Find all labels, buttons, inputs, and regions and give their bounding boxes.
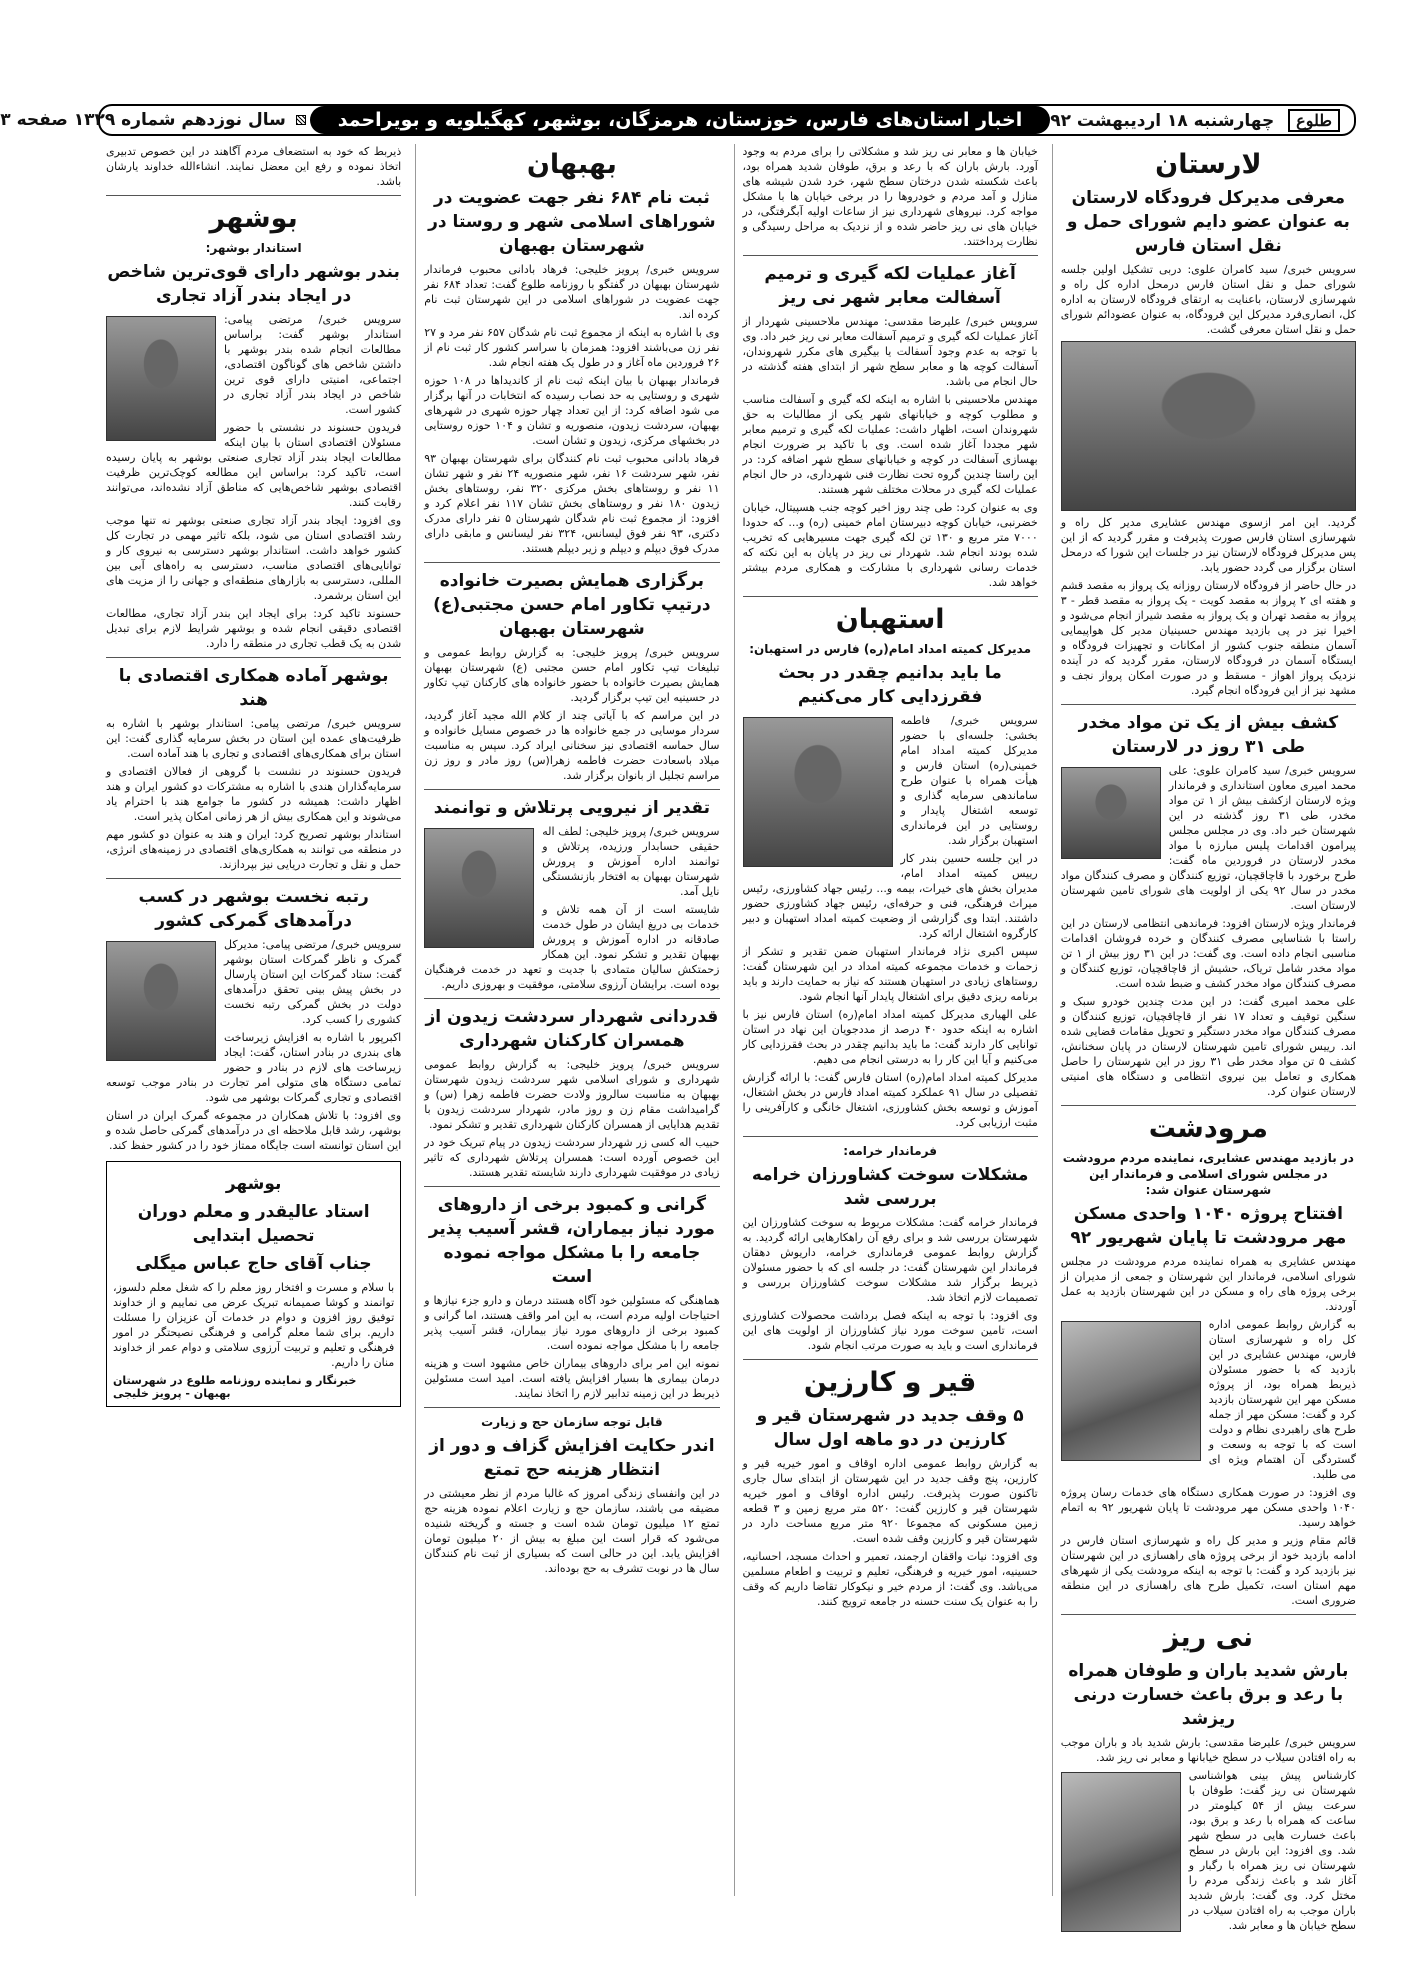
article-paragraph: هماهنگی که مسئولین خود آگاه هستند درمان و دارو جزء نیازها و احتیاجات اولیه مردم است، به این امر واقف هستند، اما گرانی و کمبود برخی از داروهای مورد نیاز بیماران، قشر آسیب پذیر جامعه را با مشکل مواجه نموده است. (424, 1294, 720, 1352)
tribute-signature: خبرنگار و نماینده روزنامه طلوع در شهرستان بهبهان - پرویز خلیجی (113, 1374, 357, 1400)
column-2 (734, 144, 1038, 1896)
article-paragraph: قائم مقام وزیر و مدیر کل راه و شهرسازی استان فارس در ادامه بازدید خود از برخی پروژه های راهسازی در این شهرستان نیز بازدید کرد و گفت: با توجه به اینکه مرودشت یکی از شهرهای مهم استان است، تکمیل طرح های راهسازی در این منطقه ضروری است. (1060, 1534, 1356, 1607)
kicker-kharameh: فرماندار خرامه: (843, 1144, 937, 1158)
article-paragraph: در این وانفسای زندگی امروز که غالبا مردم از نظر معیشتی در مضیقه می باشند، سازمان حج و زیارت اعلام نموده هزینه حج تمتع ۱۲ میلیون تومان شده است و جسته و گریخته شنیده می‌شود که قرار است این مبلغ به بیش از ۲۰ میلیون تومان افزایش یابد. این در حالی است که بسیاری از ثبت نام کنندگان سال ها در نوبت تشرف به حج بوده‌اند. (424, 1487, 720, 1575)
article-paragraph: سرویس خبری/ سید کامران علوی: علی محمد امیری معاون استانداری و فرماندار ویژه لارستان ازکشف بیش از ۱ تن مواد مخدر، طی ۳۱ روز گذشته در این شهرستان خبر داد. وی در مجلس مجلس پیرامون اقدامات پلیس مبارزه با مواد مخدر لارستان در فروردین ماه گفت: طرح برخورد با قاچاقچیان، توزیع کنندگان و مصرف کنندگان مواد مخدر در سال ۹۲ یکی از اولویت های شورای تامین شهرستان لارستان است. (1060, 764, 1357, 912)
article-paragraph: در حال حاضر از فرودگاه لارستان روزانه یک پرواز به مقصد قشم و هفته ای ۲ پرواز به مقصد کویت - یک پرواز به مقصد قطر - ۳ پرواز به مقصد تهران و یک پرواز به مقصد شیراز انجام می‌شود و اخیرا نیز در پی بازدید مهندس حسینیان مدیر کل هواپیمایی آسمان منطقه جنوب کشور از امکانات و تجهیزات فرودگاه و ایستگاه آسمان در فرودگاه لارستان، مقرر گردید که در آینده نزدیک پرواز اهواز - مسقط و در صورت امکان پرواز نجف و مشهد نیز از این فرودگاه انجام گیرد. (1060, 579, 1356, 697)
region-title-bushehr: بوشهر (209, 203, 298, 234)
article-paragraph: علی محمد امیری گفت: در این مدت چندین خودرو سبک و سنگین توقیف و تعداد ۱۷ نفر از قاچاقچیان، توزیع کنندگان و مصرف کنندگان مواد مخدر دستگیر و تحویل مقامات قضایی شده اند. رییس شورای تامین شهرستان لارستان در پایان سخنانش، کشف ۵ تن مواد مخدر طی ۳۱ روز در این شهرستان را حاصل همکاری و تعامل بین نیروی انتظامی و دستگاه های امنیتی لارستان عنوان کرد. (1060, 995, 1356, 1098)
meeting-photo (1061, 341, 1356, 511)
headline-poverty: ما باید بدانیم چقدر در بحث فقرزدایی کار می‌کنیم (778, 663, 1002, 707)
divider (743, 255, 1038, 256)
article-paragraph: مدیرکل کمیته امداد امام(ره) استان فارس گفت: با ارائه گزارش تفصیلی در سال ۹۱ عملکرد کمیته امداد فارس در بخش اشتغال، آموزش و توسعه بخش کشاورزی، اشتغال خانگی و کارآفرینی را مثبت ارزیابی کرد. (742, 1071, 1038, 1129)
article-paragraph: خیابان ها و معابر نی ریز شد و مشکلاتی را برای مردم به وجود آورد. بارش باران که با رعد و برق، طوفان شدید همراه بود، باعث شکسته شدن درختان سطح شهر، خرد شدن شیشه های منازل و آمد مردم و خودروها را در برخی خیابان ها با مشکل مواجه کرد. نیروهای شهرداری نیز از ساعات اولیه آبگرفتگی، در خیابان های نی ریز حاضر شده و از نزدیک به مراحل رسیدگی و نظارت پرداختند. (742, 145, 1038, 248)
article-paragraph: وی افزود: با توجه به اینکه فصل برداشت محصولات کشاورزی است، تامین سوخت مورد نیاز کشاورزان از اولویت های این فرمانداری است و باید به صورت مرتب انجام شود. (742, 1309, 1038, 1352)
headline-storm: بارش شدید باران و طوفان همراه با رعد و برق باعث خسارت درنی ریزشد (1068, 1661, 1349, 1729)
site-visit-photo (1061, 1321, 1201, 1461)
column-4 (98, 144, 401, 1896)
article-paragraph: فرماندار بهبهان با بیان اینکه ثبت نام از کاندیداها در ۱۰۸ حوزه شهری و روستایی به حد نصاب رسیده که انتخابات در آنها برگزار می شود اضافه کرد: از این تعداد چهار حوزه شهری در شهرهای بهبهان، سردشت زیدون، منصوریه و تشان و ۱۰۴ حوزه روستایی در بخشهای مرکزی، زیدون و تشان است. (424, 374, 720, 447)
headline-appreciation: تقدیر از نیرویی پرتلاش و توانمند (433, 798, 711, 818)
headline-hajj-cost: اندر حکایت افزایش گزاف و دور از انتظار هزینه حج تمتع (429, 1436, 715, 1480)
article-paragraph: حبیب اله کسی زر شهردار سردشت زیدون در پیام تبریک خود در این خصوص آورده است: همسران پرتلاش شهرداری که تاثیر زیادی در موفقیت شهرداری دارند شایسته تقدیر هستند. (424, 1136, 720, 1179)
article-paragraph: فریدون حسنوند در نشستی با حضور مسئولان اقتصادی استان با بیان اینکه مطالعات ایجاد بندر آزاد تجاری صنعتی بوشهر به پایان رسیده است، تاکید کرد: براساس این مطالعه کوچک‌ترین ظرفیت اقتصادی بوشهر شاخص‌هایی که مناطق آزاد نشده‌اند، می‌توانند رقابت کنند. (106, 421, 402, 509)
divider (424, 789, 719, 790)
article-paragraph: مهندس عشایری به همراه نماینده مردم مرودشت در مجلس شورای اسلامی، فرماندار این شهرستان و جمعی از مدیران از برخی پروژه های راه و مسکن در این شهرستان بازدید به عمل آوردند. (1060, 1255, 1356, 1313)
director-portrait-photo (743, 717, 893, 867)
headline-council-registration: ثبت نام ۶۸۴ نفر جهت عضویت در شوراهای اسلامی شهر و روستا در شهرستان بهبهان (428, 188, 716, 256)
official-portrait-photo (1061, 767, 1161, 859)
article-paragraph: شایسته است از آن همه تلاش و خدمات بی دریغ ایشان در طول خدمت صادقانه در اداره آموزش و پرورش بهبهان تقدیر و تشکر نمود. این همکار زحمتکش سالیان متمادی با جدیت و تعهد در خدمت فرهنگیان بوده است. برایشان آرزوی سلامتی، موفقیت و بهروزی داریم. (424, 903, 720, 991)
kicker-bushehr: استاندار بوشهر: (205, 241, 302, 255)
article-paragraph: کارشناس پیش بینی هواشناسی شهرستان نی ریز گفت: طوفان با سرعت بیش از ۵۴ کیلومتر در ساعت که همراه با رعد و برق بود، باعث خسارت هایی در سطح شهر شد. وی افزود: این بارش در سطح شهرستان نی ریز همراه با رگبار و آغاز شد و باعث زندگی مردم را مختل کرد. وی گفت: بارش شدید باران موجب به راه افتادن سیلاب در سطح خیابان ها و معابر شد. (1188, 1769, 1356, 1932)
article-paragraph: علی الهیاری مدیرکل کمیته امداد امام(ره) استان فارس نیز با اشاره به اینکه حدود ۴۰ درصد از مددجویان این نهاد در استان توانایی کار دارند گفت: ما باید بدانیم چقدر در بحث فقرزدایی کار می‌کنیم و آیا این کار را به درستی انجام می دهیم. (742, 1008, 1038, 1066)
divider (1061, 1614, 1356, 1615)
headline-airport: معرفی مدیرکل فرودگاه لارستان به عنوان عضو دایم شورای حمل و نقل استان فارس (1066, 188, 1350, 256)
kicker-marvdasht: در بازدید مهندس عشایری، نماینده مردم مرودشت در مجلس شورای اسلامی و فرماندار این شهرستان عنوان شد: (1062, 1151, 1354, 1197)
tribute-region: بوشهر (225, 1174, 282, 1194)
article-paragraph: به گزارش روابط عمومی اداره اوقاف و امور خیریه قیر و کارزین، پنج وقف جدید در این شهرستان از ابتدای سال جاری تاکنون صورت پذیرفت. رئیس اداره اوقاف و امور خیریه شهرستان قیر و کارزین گفت: ۵۲۰ متر مربع زمین و ۳ قطعه زمین مسکونی که مجموعا ۹۲۰ متر مربع مساحت دارد در شهرستان قیر و کارزین وقف شده است. (742, 1457, 1038, 1545)
article-paragraph: ذیربط که خود به استضعاف مردم آگاهند در این خصوص تدبیری اتخاذ نموده و رفع این معضل نمایند. انشاءالله خداوند یارشان باشد. (106, 145, 402, 188)
region-title-estahban: استهبان (835, 604, 945, 635)
article-paragraph: وی افزود: ایجاد بندر آزاد تجاری صنعتی بوشهر نه تنها موجب رشد اقتصادی استان می شود، بلکه تاثیر مهمی در تجارت کل کشور خواهد داشت. استاندار بوشهر دسترسی به نیروی کار و توانایی‌های اقتصادی مناسب، دسترسی به راه‌های آبی بین المللی، دسترسی به بازارهای منطقه‌ای و جهانی را از مزیت های این استان برشمرد. (106, 514, 402, 602)
header-issue-block (0, 110, 310, 130)
article-paragraph: وی افزود: با تلاش همکاران در مجموعه گمرک ایران در استان بوشهر، رشد قابل ملاحظه ای در درآمدهای گمرکی حاصل شده و این استان توانسته است جایگاه ممتاز خود را در کشور حفظ کند. (106, 1109, 402, 1152)
ornament-square-icon (296, 115, 306, 125)
retiree-portrait-photo (424, 828, 534, 948)
article-paragraph: وی افزود: نیات واقفان ارجمند، تعمیر و احداث مسجد، احسانیه، حسینیه، امور خیریه و فرهنگی، تعلیم و تربیت و اطعام مسلمین می‌باشد. وی گفت: از مردم خیر و نیکوکار تقاضا داریم که وقف را به عنوان یک سنت حسنه در جامعه ترویج کنند. (742, 1550, 1038, 1608)
headline-asphalt: آغاز عملیات لکه گیری و ترمیم آسفالت معابر شهر نی ریز (764, 264, 1016, 308)
storm-damage-photo (1061, 1772, 1181, 1932)
divider (424, 562, 719, 563)
article-paragraph: فرهاد بادانی محبوب ثبت نام کنندگان برای شهرستان بهبهان ۹۳ نفر، شهر سردشت ۱۶ نفر، شهر منصوریه ۲۴ نفر و شهر تشان ۱۱ نفر و روستاهای بخش مرکزی ۳۲۰ نفر، روستاهای بخش زیدون ۱۸۰ نفر و روستاهای بخش تشان ۱۱۷ نفر اعلام کرد و افزود: از مجموع ثبت نام شدگان شهرستان ۵ نفر دارای مدرک دکتری، ۹۳ نفر فوق لیسانس، ۳۲۴ نفر لیسانس و مابقی دارای مدرک فوق دیپلم و دیپلم و زیر دیپلم هستند. (424, 452, 720, 555)
article-paragraph: سرویس خبری/ مرتضی پیامی: مدیرکل گمرک و ناظر گمرکات استان بوشهر گفت: ستاد گمرکات این استان پارسال در بخش پیش بینی تحقق درآمدهای دولت در بخش گمرکی رتبه نخست کشوری را کسب کرد. (224, 938, 402, 1026)
article-paragraph: سرویس خبری/ پرویز خلیجی: لطف اله حقیقی حسابدار ورزیده، پرتلاش و توانمند اداره آموزش و پرورش شهرستان بهبهان به افتخار بازنشستگی نایل آمد. (542, 825, 720, 898)
divider (424, 1407, 719, 1408)
region-title-behbahan: بهبهان (526, 149, 617, 180)
article-paragraph: به گزارش روابط عمومی اداره کل راه و شهرسازی استان فارس، مهندس عشایری در این بازدید که با حضور مسئولان ذیربط همراه بود، از پروژه مسکن مهر این شهرستان بازدید کرد و گفت: مسکن مهر از جمله طرح های راهبردی نظام و دولت است که با توجه به وسعت و گستردگی آن اهتمام ویژه ای می طلبد. (1208, 1318, 1356, 1481)
article-paragraph: سرویس خبری/ پرویز خلیجی: به گزارش روابط عمومی شهرداری و شورای اسلامی شهر سردشت زیدون شهرستان بهبهان به مناسبت سالروز ولادت حضرت فاطمه زهرا (س) و گرامیداشت مقام زن و روز مادر، شهردار سردشت زیدون با تقدیم هدایایی از همسران کارکنان شهرداری تقدیر و تشکر نمود. (424, 1058, 720, 1131)
tribute-name: جناب آقای حاج عباس میگلی (135, 1254, 372, 1274)
article-paragraph: اکبرپور با اشاره به افزایش زیرساخت های بندری در بنادر استان، گفت: ایجاد زیرساخت های لازم در بنادر و حضور تمامی دستگاه های متولی امر تجارت در بنادر موجب توسعه اقتصادی و تجاری گمرکات بوشهر می شود. (106, 1031, 402, 1104)
headline-fuel: مشکلات سوخت کشاورزان خرامه بررسی شد (751, 1165, 1029, 1209)
divider (1061, 704, 1356, 705)
article-paragraph: گردید. این امر ازسوی مهندس عشایری مدیر کل راه و شهرسازی استان فارس صورت پذیرفت و مقرر گردید که از این پس مدیرکل فرودگاه لارستان نیز در جلسات این شورا که درمحل استان برگزار می گردد حضور یابد. (1060, 516, 1356, 574)
article-paragraph: وی به عنوان کرد: طی چند روز اخیر کوچه جنب هسپیتال، خیابان خضرنبی، خیابان کوچه دبیرستان امام خمینی (ره) و... که حدودا ۷۰۰۰ متر مربع و ۱۳۰ تن لکه گیری جهت مسیرهایی که تخریب شده بودند انجام شد. شهردار نی ریز در پایان به این نکته که خدمات رسانی شهرداری با مشارکت و همکاری مردم بیشتر خواهد شد. (742, 501, 1038, 589)
headline-medicine-shortage: گرانی و کمبود برخی از داروهای مورد نیاز بیماران، قشر آسیب پذیر جامعه را با مشکل مواجه نموده است (428, 1195, 715, 1287)
article-paragraph: در این مراسم که با آیاتی چند از کلام الله مجید آغاز گردید، سردار موسایی در جمع خانواده ها در خصوص مسایل خانواده و سال حماسه اقتصادی نیز سخنانی ایراد کرد. سپس به مناسبت میلاد باسعادت حضرت فاطمه زهرا(س) روز مادر و روز زن مراسم تجلیل از بانوان برگزار شد. (424, 709, 720, 782)
article-paragraph: سرویس خبری/ فاطمه بخشی: جلسه‌ای با حضور مدیرکل کمیته امداد امام خمینی(ره) استان فارس و هیأت همراه با عنوان طرح ساماندهی سرمایه گذاری و توسعه اشتغال پایدار و روستایی در این فرمانداری استهبان برگزار شد. (900, 714, 1038, 847)
headline-free-port: بندر بوشهر دارای قوی‌ترین شاخص در ایجاد بندر آزاد تجاری (107, 262, 400, 306)
divider (106, 195, 401, 196)
headline-drug-seizure: کشف بیش از یک تن مواد مخدر طی ۳۱ روز در لارستان (1078, 713, 1339, 757)
page-header-band (0, 104, 1356, 136)
region-title-neyriz: نی ریز (1163, 1622, 1254, 1653)
header-date-block (1050, 109, 1340, 132)
article-paragraph: استاندار بوشهر تصریح کرد: ایران و هند به عنوان دو کشور مهم در منطقه می توانند به همکاری‌های اقتصادی در زمینه‌های انرژی، حمل و نقل و تجارت دریایی نیز بپردازند. (106, 828, 402, 871)
divider (106, 878, 401, 879)
article-paragraph: مهندس ملاحسینی با اشاره به اینکه لکه گیری و آسفالت مناسب و مطلوب کوچه و خیابانهای شهر یکی از مطالبات به حق شهروندان است، اظهار داشت: عملیات لکه گیری و ترمیم معابر شهر مجددا آغاز شده است. وی با تاکید بر ضرورت انجام بهسازی آسفالت در کوچه و خیابانهای سطح شهر اضافه کرد: در این راستا چندین گروه تحت نظارت فنی شهرداری، در حال انجام عملیات لکه گیری در محلات مختلف شهر هستند. (742, 393, 1038, 496)
article-paragraph: فرماندار ویژه لارستان افزود: فرماندهی انتظامی لارستان در این راستا با شناسایی مصرف کنندگان و خرده فروشان اقدامات مناسبی انجام داده است. وی گفت: در این ۳۱ روز بیش از ۱ تن مواد مخدر شامل تریاک، حشیش از قاچاقچیان، توزیع کنندگان و مصرف کنندگان مواد مخدر کشف و ضبط شده است. (1060, 917, 1356, 990)
article-paragraph: سرویس خبری/ مرتضی پیامی: استاندار بوشهر گفت: براساس مطالعات انجام شده بندر بوشهر با داشتن شاخص های گوناگون اقتصادی، اجتماعی، امنیتی دارای قوی ترین شاخص در ایجاد بندر آزاد تجاری در کشور است. (224, 313, 402, 416)
divider (743, 1359, 1038, 1360)
column-1 (1052, 144, 1357, 1932)
divider (424, 1186, 719, 1187)
divider (424, 998, 719, 999)
divider (743, 1136, 1038, 1137)
region-title-marvdasht: مرودشت (1148, 1113, 1269, 1144)
article-paragraph: در این جلسه حسین بندر کار رییس کمیته امداد امام، مدیران بخش های خیرات، بیمه و... رئیس جهاد کشاورزی، رئیس میراث فرهنگی، فنی و حرفه‌ای، رئیس جهاد کشاورزی حضور داشتند. ابتدا وی گزارشی از وضعیت کمیته امداد استهبان و دبیر کارگروه اشتغال ارائه کرد. (742, 852, 1038, 940)
article-paragraph: وی افزود: در صورت همکاری دستگاه های خدمات رسان پروژه ۱۰۴۰ واحدی مسکن مهر مرودشت تا پایان شهریور ۹۲ به اتمام خواهد رسید. (1060, 1486, 1356, 1529)
governor-portrait-photo (106, 316, 216, 441)
article-columns (98, 144, 1357, 1932)
headline-mayor-thanks: قدردانی شهردار سردشت زیدون از همسران کارکنان شهرداری (425, 1007, 719, 1051)
article-paragraph: سرویس خبری/ علیرضا مقدسی: مهندس ملاحسینی شهردار از آغاز عملیات لکه گیری و ترمیم آسفالت معابر نی ریز خبر داد. وی با توجه به عدم وجود آسفالت یا بیگیری های مکرر شهروندان، آسفالت کوچه ها و معابر سطح شهر از ابتدای هفته گذشته در حال انجام می باشد. (742, 315, 1038, 388)
article-paragraph: سرویس خبری/ علیرضا مقدسی: بارش شدید باد و باران موجب به راه افتادن سیلاب در سطح خیابانها و معابر نی ریز شد. (1060, 1736, 1356, 1764)
masthead-logo: طلوع (1288, 109, 1340, 132)
header-section-title: اخبار استان‌های فارس، خوزستان، هرمزگان، بوشهر، کهگیلویه و بویراحمد (310, 106, 1050, 134)
article-paragraph: سرویس خبری/ مرتضی پیامی: استاندار بوشهر با اشاره به ظرفیت‌های عمده این استان در بخش سرمایه گذاری گفت: این استان برای همکاری‌های اقتصادی و تجاری با هند آماده است. (106, 717, 402, 760)
divider (743, 596, 1038, 597)
region-title-qir-karzin: قیر و کارزین (803, 1367, 977, 1398)
divider (106, 657, 401, 658)
article-paragraph: فرماندار خرامه گفت: مشکلات مربوط به سوخت کشاورزان این شهرستان بررسی شد و برای رفع آن راهکارهایی ارائه گردید. به گزارش روابط عمومی فرمانداری خرامه، داریوش دهقان فرماندار این شهرستان گفت: در جلسه ای که با حضور مسئولان ذیربط برگزار شد مشکلات سوخت کشاورزان بررسی و تصمیمات لازم اتخاذ شد. (742, 1216, 1038, 1304)
headline-customs-rank: رتبه نخست بوشهر در کسب درآمدهای گمرکی کشور (138, 887, 369, 931)
article-paragraph: فریدون حسنوند در نشست با گروهی از فعالان اقتصادی و سرمایه‌گذاران هندی با اشاره به مشترکات دو کشور ایران و هند اظهار داشت: همیشه در کشور ما جوامع هند با احترام یاد می‌شوند و این همکاری بیش از هر زمانی امکان پذیر است. (106, 765, 402, 823)
region-title-larestan: لارستان (1155, 149, 1262, 180)
article-paragraph: نمونه این امر برای داروهای بیماران خاص مشهود است و هزینه درمان بیماری ها بسیار افزایش یافته است. امید است مسئولین ذیربط در این زمینه تدابیر لازم را اتخاذ نمایند. (424, 1357, 720, 1400)
divider (1061, 1105, 1356, 1106)
customs-director-photo (106, 941, 216, 1061)
tribute-heading: استاد عالیقدر و معلم دوران تحصیل ابتدایی (137, 1202, 370, 1246)
header-date: چهارشنبه ۱۸ اردیبهشت ۹۲ (1050, 110, 1275, 131)
article-paragraph: سرویس خبری/ سید کامران علوی: دربی تشکیل اولین جلسه شورای حمل و نقل استان فارس درمحل اداره کل راه و شهرسازی لارستان، باعنایت به ارتقای فرودگاه لارستان به اداره کل، انصاری‌فرد مدیرکل این فرودگاه، به عنوان عضودائم شورای حمل و نقل استان معرفی گشت. (1060, 263, 1356, 336)
column-3 (415, 144, 719, 1896)
article-paragraph: وی با اشاره به اینکه از مجموع ثبت نام شدگان ۶۵۷ نفر مرد و ۲۷ نفر زن می‌باشند افزود: همزمان با سراسر کشور کار ثبت نام از ۲۶ فروردین ماه آغاز و در طول یک هفته انجام شد. (424, 326, 720, 369)
article-paragraph: سرویس خبری/ پرویز خلیجی: به گزارش روابط عمومی و تبلیغات تیپ تکاور امام حسن مجتبی (ع) شهرستان بهبهان همایش بصیرت خانواده با حضور خانواده های کارکنان تیپ تکاور در حسینیه این تیپ برگزار گردید. (424, 646, 720, 704)
headline-endowment: ۵ وقف جدید در شهرستان قیر و کارزین در دو ماهه اول سال (756, 1406, 1024, 1450)
article-paragraph: حسنوند تاکید کرد: برای ایجاد این بندر آزاد تجاری، مطالعات اقتصادی دقیقی انجام شده و بوشهر شرایط لازم برای تبدیل شدن به یک قطب تجاری در منطقه را دارد. (106, 607, 402, 650)
headline-family-conference: برگزاری همایش بصیرت خانواده درتیپ تکاور امام حسن مجتبی(ع) شهرستان بهبهان (433, 571, 711, 639)
header-issue: سال نوزدهم شماره ۱۳۲۹ صفحه ۳ (0, 110, 286, 130)
headline-india-cooperation: بوشهر آماده همکاری اقتصادی با هند (118, 666, 389, 710)
article-paragraph: سرویس خبری/ پرویز خلیجی: فرهاد بادانی محبوب فرماندار شهرستان بهبهان در گفتگو با روزنامه طلوع گفت: تعداد ۶۸۴ نفر جهت عضویت در شوراهای اسلامی در این شهرستان ثبت نام کرده اند. (424, 263, 720, 321)
kicker-estahban: مدیرکل کمیته امداد امام(ره) فارس در استهبان: (749, 642, 1032, 656)
tribute-text: با سلام و مسرت و افتخار روز معلم را که شغل معلم دلسوز، توانمند و کوشا صمیمانه تبریک عرض می نماییم و از خداوند توفیق روز افزون و دوام در خدمات آن عزیزان را مسئلت داریم. برای شما معلم گرامی و فرهنگی نصیحتگر در امور فرهنگی و تعلیم و تربیت آرزوی سلامتی و دوام عمر از خداوند منان را داریم. (113, 1281, 395, 1369)
kicker-hajj: قابل توجه سازمان حج و زیارت (481, 1415, 663, 1429)
headline-housing-project: افتتاح پروژه ۱۰۴۰ واحدی مسکن مهر مرودشت تا پایان شهریور ۹۲ (1070, 1204, 1347, 1248)
teacher-tribute-box (106, 1161, 401, 1407)
article-paragraph: سپس اکبری نژاد فرماندار استهبان ضمن تقدیر و تشکر از زحمات و خدمات مجموعه کمیته امداد در این شهرستان گفت: روستاهای زیادی در استهبان هستند که نیاز به حمایت دارند و باید برنامه ریزی دقیق برای اشتغال پایدار آنها انجام شود. (742, 945, 1038, 1003)
